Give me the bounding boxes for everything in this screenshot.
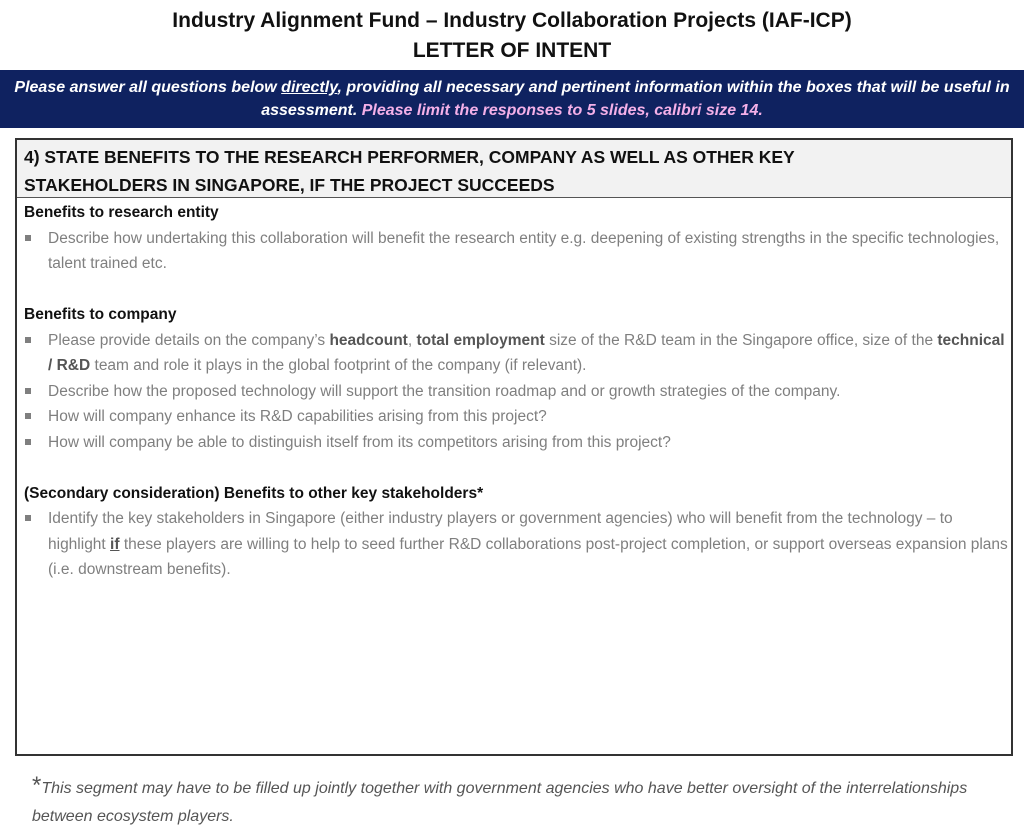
company-b1-headcount: headcount (329, 331, 408, 349)
title-line-2: LETTER OF INTENT (412, 39, 612, 62)
research-list (24, 226, 1011, 277)
company-b1-b: size of the R&D team in the Singapore office, size of the (544, 331, 938, 349)
footnote-text: This segment may have to be filled up jointly together with government agencies who have better oversight of the interrelationships between ecosystem players. (32, 780, 968, 825)
section-heading-line-1: 4) STATE BENEFITS TO THE RESEARCH PERFORMER, COMPANY AS WELL AS OTHER KEY (24, 147, 795, 167)
company-list (24, 328, 1011, 456)
footnote (32, 772, 992, 831)
research-bullet-1: Describe how undertaking this collaboration will benefit the research entity e.g. deepening of existing strengths in the specific technologies, talent trained etc. (48, 229, 1000, 272)
instruction-banner (0, 70, 1024, 128)
section-heading (17, 140, 1011, 198)
list-item (24, 379, 1011, 405)
footnote-star: * (32, 772, 42, 799)
square-bullet-icon (25, 235, 31, 241)
square-bullet-icon (25, 337, 31, 343)
stakeholders-b1-a: Identify the key stakeholders in Singapore (either industry players or government agencies) who will benefit from the technology – to highlight (48, 510, 953, 553)
company-b1-total: total employment (416, 331, 545, 349)
company-bullet-3: How will company enhance its R&D capabilities arising from this project? (48, 408, 547, 425)
list-item (24, 430, 1011, 456)
stakeholders-b1-b: these players are willing to help to seed further R&D collaborations post-project completion, or support overseas expansion plans (i.e. downstream benefits). (48, 535, 1008, 578)
company-bullet-4: How will company be able to distinguish itself from its competitors arising from this project? (48, 433, 671, 451)
research-heading: Benefits to research entity (24, 204, 219, 221)
list-item (24, 404, 1011, 430)
section-heading-line-2: STAKEHOLDERS IN SINGAPORE, IF THE PROJECT SUCCEEDS (24, 175, 555, 195)
square-bullet-icon (25, 388, 31, 394)
company-bullet-2: Describe how the proposed technology will support the transition roadmap and or growth strategies of the company. (48, 382, 841, 400)
banner-text-1: Please answer all questions below (14, 79, 282, 96)
company-b1-a: Please provide details on the company’s (48, 331, 330, 349)
list-item (24, 226, 1011, 277)
square-bullet-icon (25, 439, 31, 445)
section-box (15, 138, 1013, 825)
stakeholders-list (24, 506, 1011, 583)
stakeholders-b1-if: if (110, 535, 120, 553)
banner-limit: Please limit the responses to 5 slides, calibri size 14. (361, 102, 763, 119)
company-b1-tech: technical / R&D (48, 331, 1005, 374)
list-item (24, 328, 1011, 379)
banner-text-2: , providing all necessary and pertinent information within the boxes that will be useful in assessment. (261, 79, 1010, 119)
company-heading: Benefits to company (24, 306, 177, 323)
banner-directly: directly (281, 79, 338, 96)
company-b1-c: team and role it plays in the global footprint of the company (if relevant). (90, 357, 587, 374)
square-bullet-icon (25, 413, 31, 419)
document-title (0, 6, 1024, 66)
square-bullet-icon (25, 515, 31, 521)
list-item (24, 506, 1011, 583)
section-content (17, 198, 1011, 583)
company-b1-comma: , (407, 331, 417, 349)
title-line-1: Industry Alignment Fund – Industry Collaboration Projects (IAF-ICP) (172, 9, 852, 32)
stakeholders-heading: (Secondary consideration) Benefits to other key stakeholders* (24, 484, 484, 502)
